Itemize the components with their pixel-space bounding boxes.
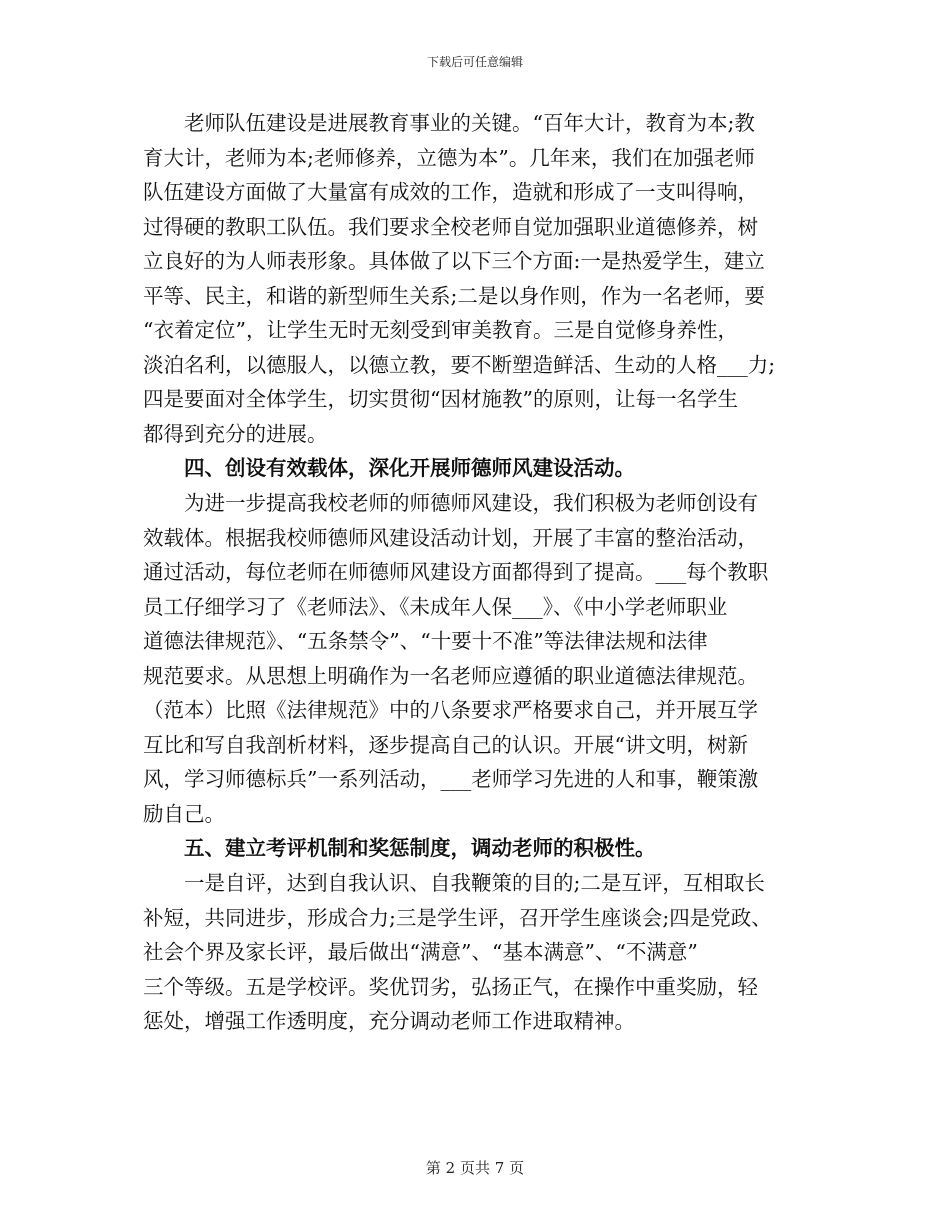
text-line: 社会个界及家长评，最后做出“满意”、“基本满意”、“不满意” [143,940,698,965]
document-body [143,106,815,1039]
text-line: （范本）比照《法律规范》中的八条要求严格要求自己，并开展互学 [143,698,758,723]
text-line: 风，学习师德标兵”一系列活动，___老师学习先进的人和事，鞭策激 [143,767,759,792]
page-header: 下载后可任意编辑 [426,55,523,69]
text-line: 过得硬的教职工队伍。我们要求全校老师自觉加强职业道德修养，树 [143,214,758,239]
section-heading: 四、创设有效载体，深化开展师德师风建设活动。 [143,456,635,481]
text-line: 互比和写自我剖析材料，逐步提高自己的认识。开展“讲文明，树新 [143,732,748,757]
text-line: 一是自评，达到自我认识、自我鞭策的目的;二是互评，互相取长 [143,871,765,896]
page-footer: 第 2 页共 7 页 [425,1159,525,1177]
text-line: 效载体。根据我校师德师风建设活动计划，开展了丰富的整治活动， [143,525,758,550]
text-line: 通过活动，每位老师在师德师风建设方面都得到了提高。___每个教职 [143,560,769,585]
text-line: 淡泊名利，以德服人，以德立教，要不断塑造鲜活、生动的人格___力; [143,352,776,377]
text-line: 立良好的为人师表形象。具体做了以下三个方面:一是热爱学生，建立 [143,249,765,274]
section-heading: 五、建立考评机制和奖惩制度，调动老师的积极性。 [143,836,656,861]
text-line: 育大计，老师为本;老师修养，立德为本”。几年来，我们在加强老师 [143,145,755,170]
text-line: 队伍建设方面做了大量富有成效的工作，造就和形成了一支叫得响， [143,180,758,205]
text-line: 惩处，增强工作透明度，充分调动老师工作进取精神。 [143,1009,635,1034]
text-line: 都得到充分的进展。 [143,421,328,446]
text-line: 励自己。 [143,801,225,826]
text-line: 规范要求。从思想上明确作为一名老师应遵循的职业道德法律规范。 [143,663,758,688]
text-line: 补短，共同进步，形成合力;三是学生评，召开学生座谈会;四是党政、 [143,905,772,930]
text-line: 老师队伍建设是进展教育事业的关键。“百年大计，教育为本;教 [143,111,755,135]
text-line: 员工仔细学习了《老师法》、《未成年人保___》、《中小学老师职业 [143,594,728,619]
text-line: 平等、民主，和谐的新型师生关系;二是以身作则，作为一名老师，要 [143,283,765,308]
text-line: 道德法律规范》、“五条禁令”、“十要十不准”等法律法规和法律 [143,629,708,654]
text-line: 四是要面对全体学生，切实贯彻“因材施教”的原则，让每一名学生 [143,387,738,412]
text-line: 三个等级。五是学校评。奖优罚劣，弘扬正气，在操作中重奖励，轻 [143,974,758,999]
text-line: “衣着定位”，让学生无时无刻受到审美教育。三是自觉修身养性， [143,318,738,343]
text-line: 为进一步提高我校老师的师德师风建设，我们积极为老师创设有 [143,491,758,516]
